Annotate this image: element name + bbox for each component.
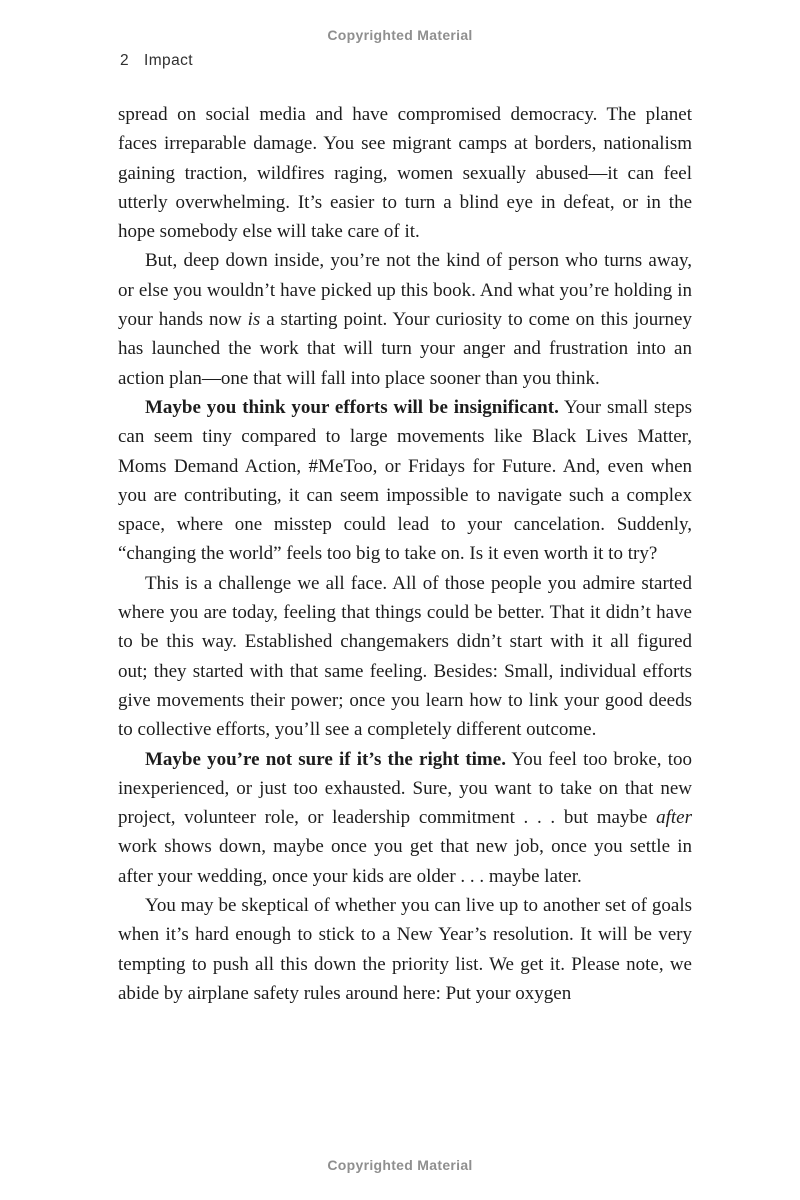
body-text	[118, 100, 692, 1008]
text-run-normal: You feel too broke, too inexperienced, or just too exhausted. Sure, you want to take on that new project, volunteer role, or leadership commitment . . . but maybe	[118, 748, 693, 829]
paragraph	[118, 745, 692, 891]
paragraph	[118, 891, 692, 1008]
chapter-title: Impact	[144, 52, 193, 69]
text-run-normal: You may be skeptical of whether you can live up to another set of goals when it’s hard enough to stick to a New Year’s resolution. It will be very tempting to push all this down the priority list. We get it. Please note, we abide by airplane safety rules around here: Put your oxygen	[118, 895, 692, 1004]
paragraph	[118, 246, 692, 392]
paragraph	[118, 100, 692, 246]
text-run-italic: is	[247, 309, 261, 331]
chapter-number: 2	[120, 52, 130, 69]
text-run-normal: a starting point. Your curiosity to come on this journey has launched the work that will turn your anger and frustration into an action plan—one that will fall into place sooner than you think.	[118, 309, 692, 389]
text-run-normal: But, deep down inside, you’re not the kind of person who turns away, or else you wouldn’t have picked up this book. And what you’re holding in your hands now	[118, 250, 692, 331]
text-run-bold: Maybe you’re not sure if it’s the right time.	[145, 748, 506, 770]
text-run-normal: work shows down, maybe once you get that new job, once you settle in after your wedding, once your kids are older . . . maybe later.	[118, 836, 692, 887]
text-run-italic: after	[656, 807, 692, 829]
page-header	[120, 52, 193, 70]
text-run-normal: spread on social media and have compromised democracy. The planet faces irreparable damage. You see migrant camps at borders, nationalism gaining traction, wildfires raging, women sexually abused—it can feel utterly overwhelming. It’s easier to turn a blind eye in defeat, or in the hope somebody else will take care of it.	[118, 104, 692, 243]
copyright-notice-bottom: Copyrighted Material	[327, 1157, 473, 1173]
paragraph	[118, 569, 692, 745]
text-run-normal: This is a challenge we all face. All of those people you admire started where you are today, feeling that things could be better. That it didn’t have to be this way. Established changemakers didn’t start with it all figured out; they started with that same feeling. Besides: Small, individual efforts give movements their power; once you learn how to link your good deeds to collective efforts, you’ll see a completely different outcome.	[118, 572, 692, 741]
paragraph	[118, 393, 692, 569]
text-run-normal: Your small steps can seem tiny compared to large movements like Black Lives Matter, Moms Demand Action, #MeToo, or Fridays for Future. And, even when you are contributing, it can seem impossible to navigate such a complex space, where one misstep could lead to your cancelation. Suddenly, “changing the world” feels too big to take on. Is it even worth it to try?	[118, 396, 693, 565]
copyright-notice-top: Copyrighted Material	[327, 27, 473, 43]
text-run-bold: Maybe you think your efforts will be insignificant.	[145, 396, 559, 418]
